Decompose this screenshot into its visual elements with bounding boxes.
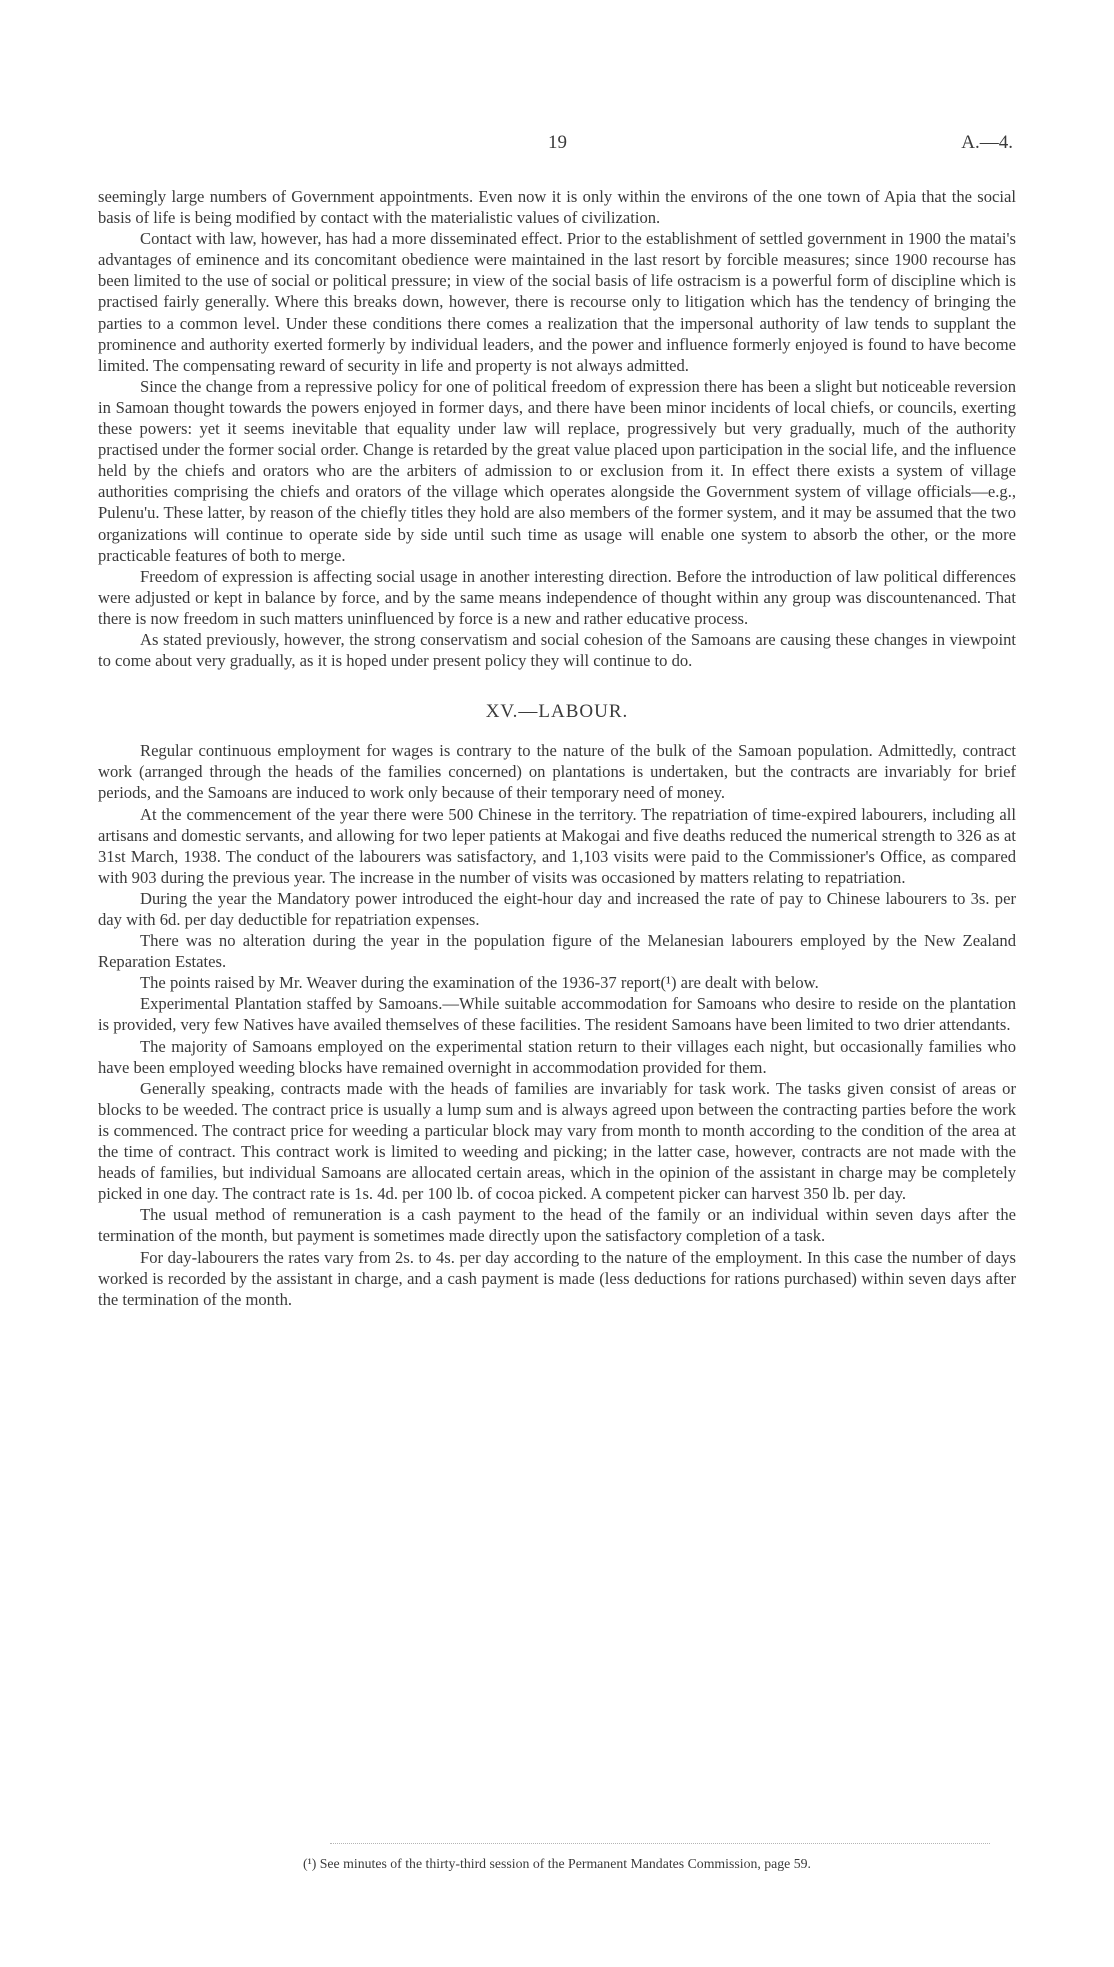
- paragraph-regular-employment: Regular continuous employment for wages is contrary to the nature of the bulk of the Samoan population. Admittedly, contract work (arranged through the heads of the families concerned) on plantations is undertaken, but the contracts are invariably for brief periods, and the Samoans are induced to work only because of their temporary need of money.: [98, 741, 1016, 803]
- footnote-divider: [330, 1843, 990, 1844]
- paragraph-conservatism: As stated previously, however, the strong conservatism and social cohesion of the Samoans are causing these changes in viewpoint to come about very gradually, as it is hoped under present policy they will continue to do.: [98, 629, 1016, 671]
- paragraph-melanesian-labourers: There was no alteration during the year in the population figure of the Melanesian labourers employed by the New Zealand Reparation Estates.: [98, 931, 1016, 972]
- paragraph-day-labourers: For day-labourers the rates vary from 2s. to 4s. per day according to the nature of the employment. In this case the number of days worked is recorded by the assistant in charge, and a cash payment is made (less deductions for rations purchased) within seven days after the termination of the month.: [98, 1247, 1016, 1309]
- paragraph-contact-with-law: Contact with law, however, has had a more disseminated effect. Prior to the establishment of settled government in 1900 the matai's advantages of eminence and its concomitant obedience were maintained in the last resort by forcible measures; since 1900 recourse has been limited to the use of social or political pressure; in view of the social basis of life ostracism is a powerful form of discipline which is practised fairly generally. Where this breaks down, however, there is recourse only to litigation which has the tendency of bringing the parties to a common level. Under these conditions there comes a realization that the impersonal authority of law tends to supplant the prominence and authority exerted formerly by individual leaders, and the power and influence formerly enjoyed is found to have become limited. The compensating reward of security in life and property is not always admitted.: [98, 229, 1016, 375]
- section-heading-labour: XV.—LABOUR.: [485, 701, 629, 723]
- page-number: 19: [548, 132, 567, 153]
- document-reference: A.—4.: [961, 132, 1013, 153]
- paragraph-continued: seemingly large numbers of Government appointments. Even now it is only within the environs of the one town of Apia that the social basis of life is being modified by contact with the materialistic values of civilization.: [98, 187, 1016, 228]
- paragraph-freedom-of-expression: Freedom of expression is affecting social usage in another interesting direction. Before the introduction of law political differences were adjusted or kept in balance by force, and by the same means independence of thought within any group was discountenanced. That there is now freedom in such matters uninfluenced by force is a new and rather educative process.: [98, 566, 1016, 628]
- paragraph-remuneration: The usual method of remuneration is a cash payment to the head of the family or an individual within seven days after the termination of the month, but payment is sometimes made directly upon the satisfactory completion of a task.: [98, 1205, 1016, 1246]
- paragraph-weaver-points: The points raised by Mr. Weaver during the examination of the 1936-37 report(¹) are dealt with below.: [140, 973, 819, 993]
- paragraph-contracts: Generally speaking, contracts made with the heads of families are invariably for task work. The tasks given consist of areas or blocks to be weeded. The contract price is usually a lump sum and is always agreed upon between the contracting parties before the work is commenced. The contract price for weeding a particular block may vary from month to month according to the condition of the area at the time of contract. This contract work is limited to weeding and picking; in the latter case, however, contracts are not made with the heads of families, but individual Samoans are allocated certain areas, which in the opinion of the assistant in charge may be completely picked in one day. The contract rate is 1s. 4d. per 100 lb. of cocoa picked. A competent picker can harvest 350 lb. per day.: [98, 1078, 1016, 1204]
- paragraph-experimental-plantation: Experimental Plantation staffed by Samoans.—While suitable accommodation for Samoans who desire to reside on the plantation is provided, very few Natives have availed themselves of these facilities. The resident Samoans have been limited to two drier attendants.: [98, 994, 1016, 1035]
- running-head: [0, 132, 1114, 158]
- paragraph-political-freedom: Since the change from a repressive policy for one of political freedom of expression there has been a slight but noticeable reversion in Samoan thought towards the powers enjoyed in former days, and there have been minor incidents of local chiefs, or councils, exerting these powers: yet it seems inevitable that equality under law will replace, progressively but very gradually, much of the authority practised under the former social order. Change is retarded by the great value placed upon participation in the social life, and the influence held by the chiefs and orators who are the arbiters of admission to or exclusion from it. In effect there exists a system of village authorities comprising the chiefs and orators of the village which operates alongside the Government system of village officials—e.g., Pulenu'u. These latter, by reason of the chiefly titles they hold are also members of the former system, and it may be assumed that the two organizations will continue to operate side by side until such time as usage will enable one system to absorb the other, or the more practicable features of both to merge.: [98, 376, 1016, 565]
- body-text: [98, 186, 1016, 1310]
- paragraph-chinese-labourers: At the commencement of the year there were 500 Chinese in the territory. The repatriation of time-expired labourers, including all artisans and domestic servants, and allowing for two leper patients at Makogai and five deaths reduced the numerical strength to 326 as at 31st March, 1938. The conduct of the labourers was satisfactory, and 1,103 visits were paid to the Commissioner's Office, as compared with 903 during the previous year. The increase in the number of visits was occasioned by matters relating to repatriation.: [98, 804, 1016, 887]
- paragraph-majority-samoans: The majority of Samoans employed on the experimental station return to their villages each night, but occasionally families who have been employed weeding blocks have remained overnight in accommodation provided for them.: [98, 1036, 1016, 1077]
- footnote: (¹) See minutes of the thirty-third session of the Permanent Mandates Commission, page 59.: [302, 1856, 812, 1871]
- paragraph-eight-hour-day: During the year the Mandatory power introduced the eight-hour day and increased the rate of pay to Chinese labourers to 3s. per day with 6d. per day deductible for repatriation expenses.: [98, 888, 1016, 929]
